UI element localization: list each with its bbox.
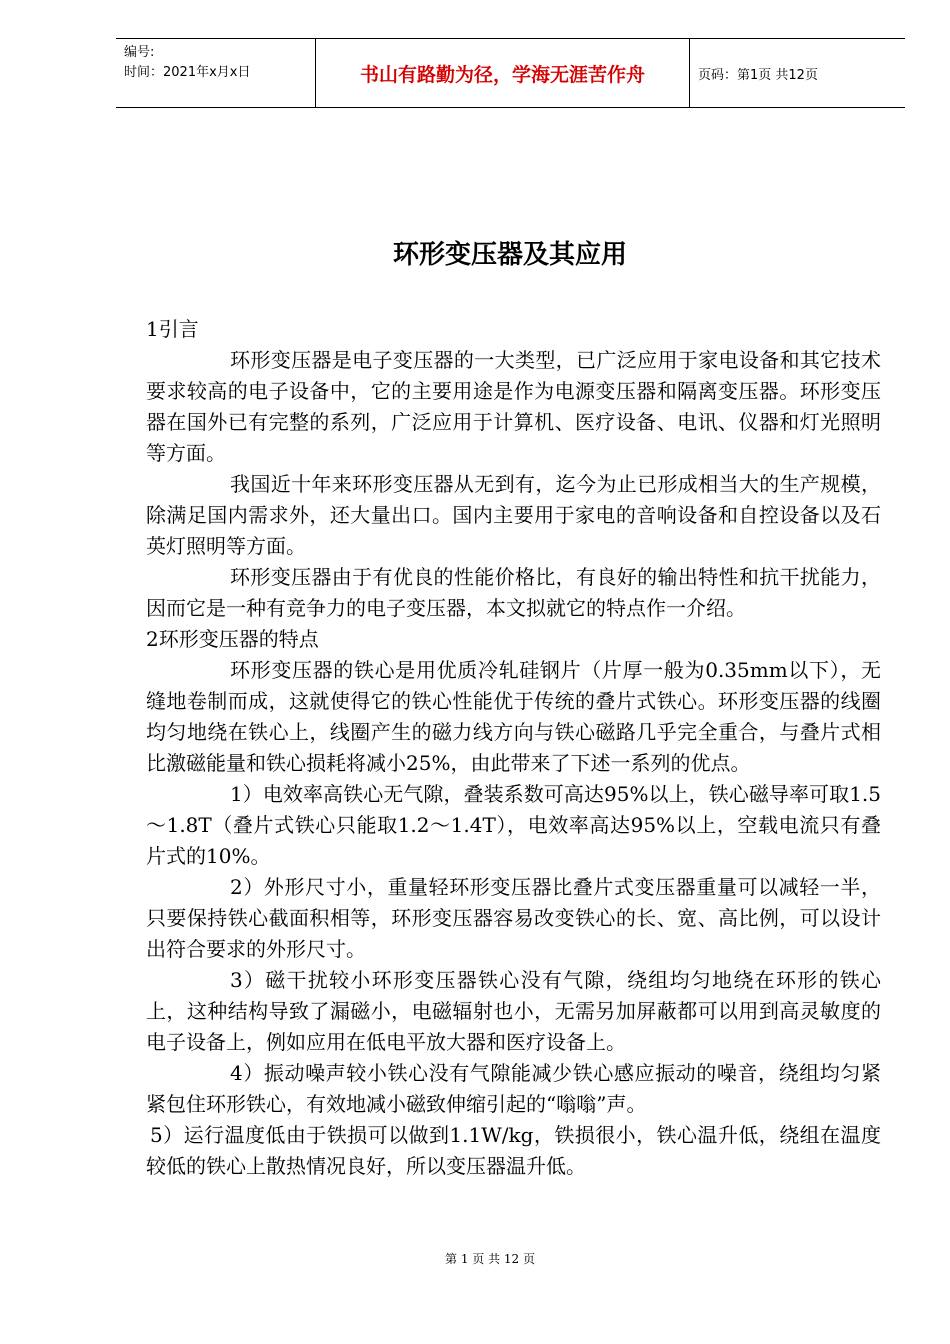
page-header	[116, 38, 905, 108]
document-title: 环形变压器及其应用	[392, 240, 627, 270]
section-heading: 2环形变压器的特点	[146, 627, 319, 651]
paragraph: 3）磁干扰较小环形变压器铁心没有气隙，绕组均匀地绕在环形的铁心上，这种结构导致了漏磁小，电磁辐射也小，无需另加屏蔽都可以用到高灵敏度的电子设备上，例如应用在低电平放大器和医疗设备上。	[146, 968, 881, 1054]
paragraph: 5）运行温度低由于铁损可以做到1.1W/kg，铁损很小，铁心温升低，绕组在温度较低的铁心上散热情况良好，所以变压器温升低。	[146, 1123, 881, 1178]
paragraph: 环形变压器的铁心是用优质冷轧硅钢片（片厚一般为0.35mm以下），无缝地卷制而成，这就使得它的铁心性能优于传统的叠片式铁心。环形变压器的线圈均匀地绕在铁心上，线圈产生的磁力线方向与铁心磁路几乎完全重合，与叠片式相比激磁能量和铁心损耗将减小25%，由此带来了下述一系列的优点。	[146, 658, 881, 775]
header-page-info: 页码：第1页 共12页	[698, 67, 818, 83]
page-footer: 第 1 页 共 12 页	[445, 1252, 535, 1266]
section-heading: 1引言	[146, 317, 199, 341]
document-body	[146, 314, 881, 1182]
paragraph: 1）电效率高铁心无气隙，叠装系数可高达95%以上，铁心磁导率可取1.5～1.8T（叠片式铁心只能取1.2～1.4T），电效率高达95%以上，空载电流只有叠片式的10%。	[146, 782, 881, 868]
paragraph: 我国近十年来环形变压器从无到有，迄今为止已形成相当大的生产规模，除满足国内需求外，还大量出口。国内主要用于家电的音响设备和自控设备以及石英灯照明等方面。	[146, 472, 881, 558]
document-number-label: 编号:	[124, 45, 155, 60]
document-time: 时间：2021年x月x日	[124, 65, 251, 80]
paragraph: 环形变压器是电子变压器的一大类型，已广泛应用于家电设备和其它技术要求较高的电子设备中，它的主要用途是作为电源变压器和隔离变压器。环形变压器在国外已有完整的系列，广泛应用于计算机、医疗设备、电讯、仪器和灯光照明等方面。	[146, 348, 881, 465]
header-meta	[116, 39, 316, 107]
paragraph: 2）外形尺寸小，重量轻环形变压器比叠片式变压器重量可以减轻一半，只要保持铁心截面积相等，环形变压器容易改变铁心的长、宽、高比例，可以设计出符合要求的外形尺寸。	[146, 875, 881, 961]
paragraph: 环形变压器由于有优良的性能价格比，有良好的输出特性和抗干扰能力，因而它是一种有竞争力的电子变压器，本文拟就它的特点作一介绍。	[146, 565, 881, 620]
paragraph: 4）振动噪声较小铁心没有气隙能减少铁心感应振动的噪音，绕组均匀紧紧包住环形铁心，有效地减小磁致伸缩引起的“嗡嗡”声。	[146, 1061, 881, 1116]
header-motto: 书山有路勤为径，学海无涯苦作舟	[316, 39, 690, 107]
